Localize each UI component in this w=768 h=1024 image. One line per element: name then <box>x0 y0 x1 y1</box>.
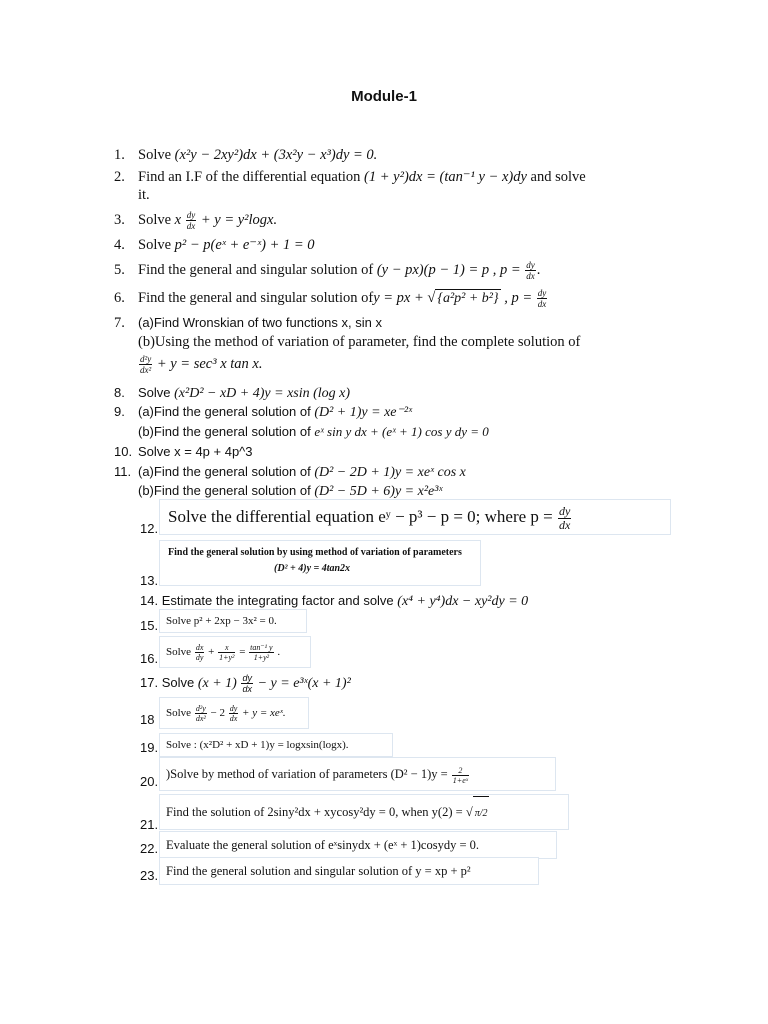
fraction: $\frac{dx}{dy}$ <box>195 642 204 662</box>
question-7b: (b)Using the method of variation of parameter, find the complete solution of <box>138 334 581 350</box>
question-7: 7. (a)Find Wronskian of two functions x, sin x <box>114 315 382 331</box>
page-title: Module-1 <box>351 88 417 105</box>
question-14: 14. Estimate the integrating factor and solve (x⁴ + y⁴)dx − xy²dy = 0 <box>140 593 529 609</box>
question-11b: (b)Find the general solution of (D² − 5D + 6)y = x²e³ˣ <box>138 483 443 499</box>
question-number: 23. <box>140 868 159 883</box>
square-root: π/2 <box>473 796 490 831</box>
question-22-snippet: Evaluate the general solution of eˣsinydx + (eˣ + 1)cosydy = 0. <box>160 832 556 858</box>
question-8: 8. Solve (x²D² − xD + 4)y = xsin (log x) <box>114 385 351 401</box>
question-number: 1. <box>114 147 125 163</box>
question-9b: (b)Find the general solution of eˣ sin y dx + (eˣ + 1) cos y dy = 0 <box>138 424 489 439</box>
fraction: $\frac{\text{d²y}}{\text{dx²}}$ <box>195 703 206 723</box>
question-1: 1. Solve (x²y − 2xy²)dx + (3x²y − x³)dy = 0. <box>114 147 378 163</box>
fraction: $\frac{dy}{dx}$ <box>229 703 238 723</box>
fraction: $\frac{dy}{dx}$ <box>186 210 196 231</box>
question-10: 10. Solve x = 4p + 4p^3 <box>114 444 253 459</box>
question-number: 2. <box>114 169 125 185</box>
question-number: 17. <box>140 674 159 690</box>
fraction: $\frac{\text{d²y}}{\text{dx²}}$ <box>140 354 152 375</box>
question-number: 16. <box>140 651 159 666</box>
question-19-snippet: Solve : (x²D² + xD + 1)y = logxsin(logx). <box>160 734 392 756</box>
fraction: $\frac{dy}{dx}$ <box>242 673 252 694</box>
fraction: $\frac{\text{tan⁻¹ y}}{\text{1+y²}}$ <box>250 642 273 662</box>
square-root: {a²p² + b²} <box>437 290 499 306</box>
question-4: 4. Solve p² − p(eˣ + e⁻ˣ) + 1 = 0 <box>114 237 315 253</box>
question-5: 5. Find the general and singular solution of (y − px)(p − 1) = p , p = $\frac{dy}{dx}$ . <box>114 260 541 281</box>
question-7b-equation: $\frac{\text{d²y}}{\text{dx²}}$ + y = sec³ x tan x. <box>140 354 263 375</box>
question-number: 8. <box>114 385 125 400</box>
question-number: 12. <box>140 521 159 536</box>
question-number: 22. <box>140 841 159 856</box>
question-number: 9. <box>114 404 125 419</box>
fraction: $\frac{x}{\text{1+y²}}$ <box>219 642 235 662</box>
question-number: 18 <box>140 712 155 727</box>
question-number: 10. <box>114 444 133 459</box>
question-number: 13. <box>140 573 159 588</box>
question-number: 11. <box>114 464 132 479</box>
question-3: 3. Solve x $\frac{dy}{dx}$ + y = y²logx. <box>114 210 278 231</box>
question-2: 2. Find an I.F of the differential equation (1 + y²)dx = (tan⁻¹ y − x)dy and solve it. <box>114 169 586 203</box>
question-9: 9. (a)Find the general solution of (D² + 1)y = xe⁻²ˣ <box>114 404 413 420</box>
question-11: 11. (a)Find the general solution of (D² − 2D + 1)y = xeˣ cos x <box>114 464 466 480</box>
question-number: 5. <box>114 261 125 278</box>
fraction: $\frac{dy}{dx}$ <box>526 260 535 281</box>
question-number: 19. <box>140 740 159 755</box>
fraction: $\frac{2}{\text{1+eˣ}}$ <box>452 765 469 785</box>
fraction: $\frac{dy}{dx}$ <box>559 503 571 532</box>
question-21-snippet: Find the solution of 2siny²dx + xycosy²dy = 0, when y(2) = √ π/2 <box>160 795 568 829</box>
question-18-snippet: Solve $\frac{\text{d²y}}{\text{dx²}}$ − 2 $\frac{dy}{dx}$ + y = xeˣ. <box>160 698 308 728</box>
question-number: 20. <box>140 774 159 789</box>
question-number: 14. <box>140 593 159 608</box>
fraction: $\frac{dy}{dx}$ <box>537 288 547 309</box>
question-number: 3. <box>114 211 125 228</box>
question-13-snippet: Find the general solution by using method of variation of parameters (D² + 4)y = 4tan2x <box>160 541 480 585</box>
question-number: 15. <box>140 618 159 633</box>
question-20-snippet: )Solve by method of variation of parameters (D² − 1)y = $\frac{2}{\text{1+eˣ}}$ <box>160 758 555 790</box>
question-16-snippet: Solve $\frac{dx}{dy}$ + $\frac{x}{\text{1+y²}}$ = $\frac{\text{tan⁻¹ y}}{\text{1+y²}}$ . <box>160 637 310 667</box>
question-number: 4. <box>114 237 125 253</box>
question-number: 6. <box>114 289 125 306</box>
question-number: 21. <box>140 817 159 832</box>
question-12-snippet: Solve the differential equation eʸ − p³ − p = 0; where p = $\frac{dy}{dx}$ <box>160 500 670 534</box>
question-number: 7. <box>114 315 125 331</box>
question-15-snippet: Solve p² + 2xp − 3x² = 0. <box>160 610 306 632</box>
question-6: 6. Find the general and singular solution ofy = px + √ {a²p² + b²} , p = $\frac{dy}{dx}$ <box>114 288 547 309</box>
question-23-snippet: Find the general solution and singular solution of y = xp + p² <box>160 858 538 884</box>
question-17: 17. Solve (x + 1) $\frac{dy}{dx}$ − y = e³ˣ(x + 1)² <box>140 673 351 694</box>
